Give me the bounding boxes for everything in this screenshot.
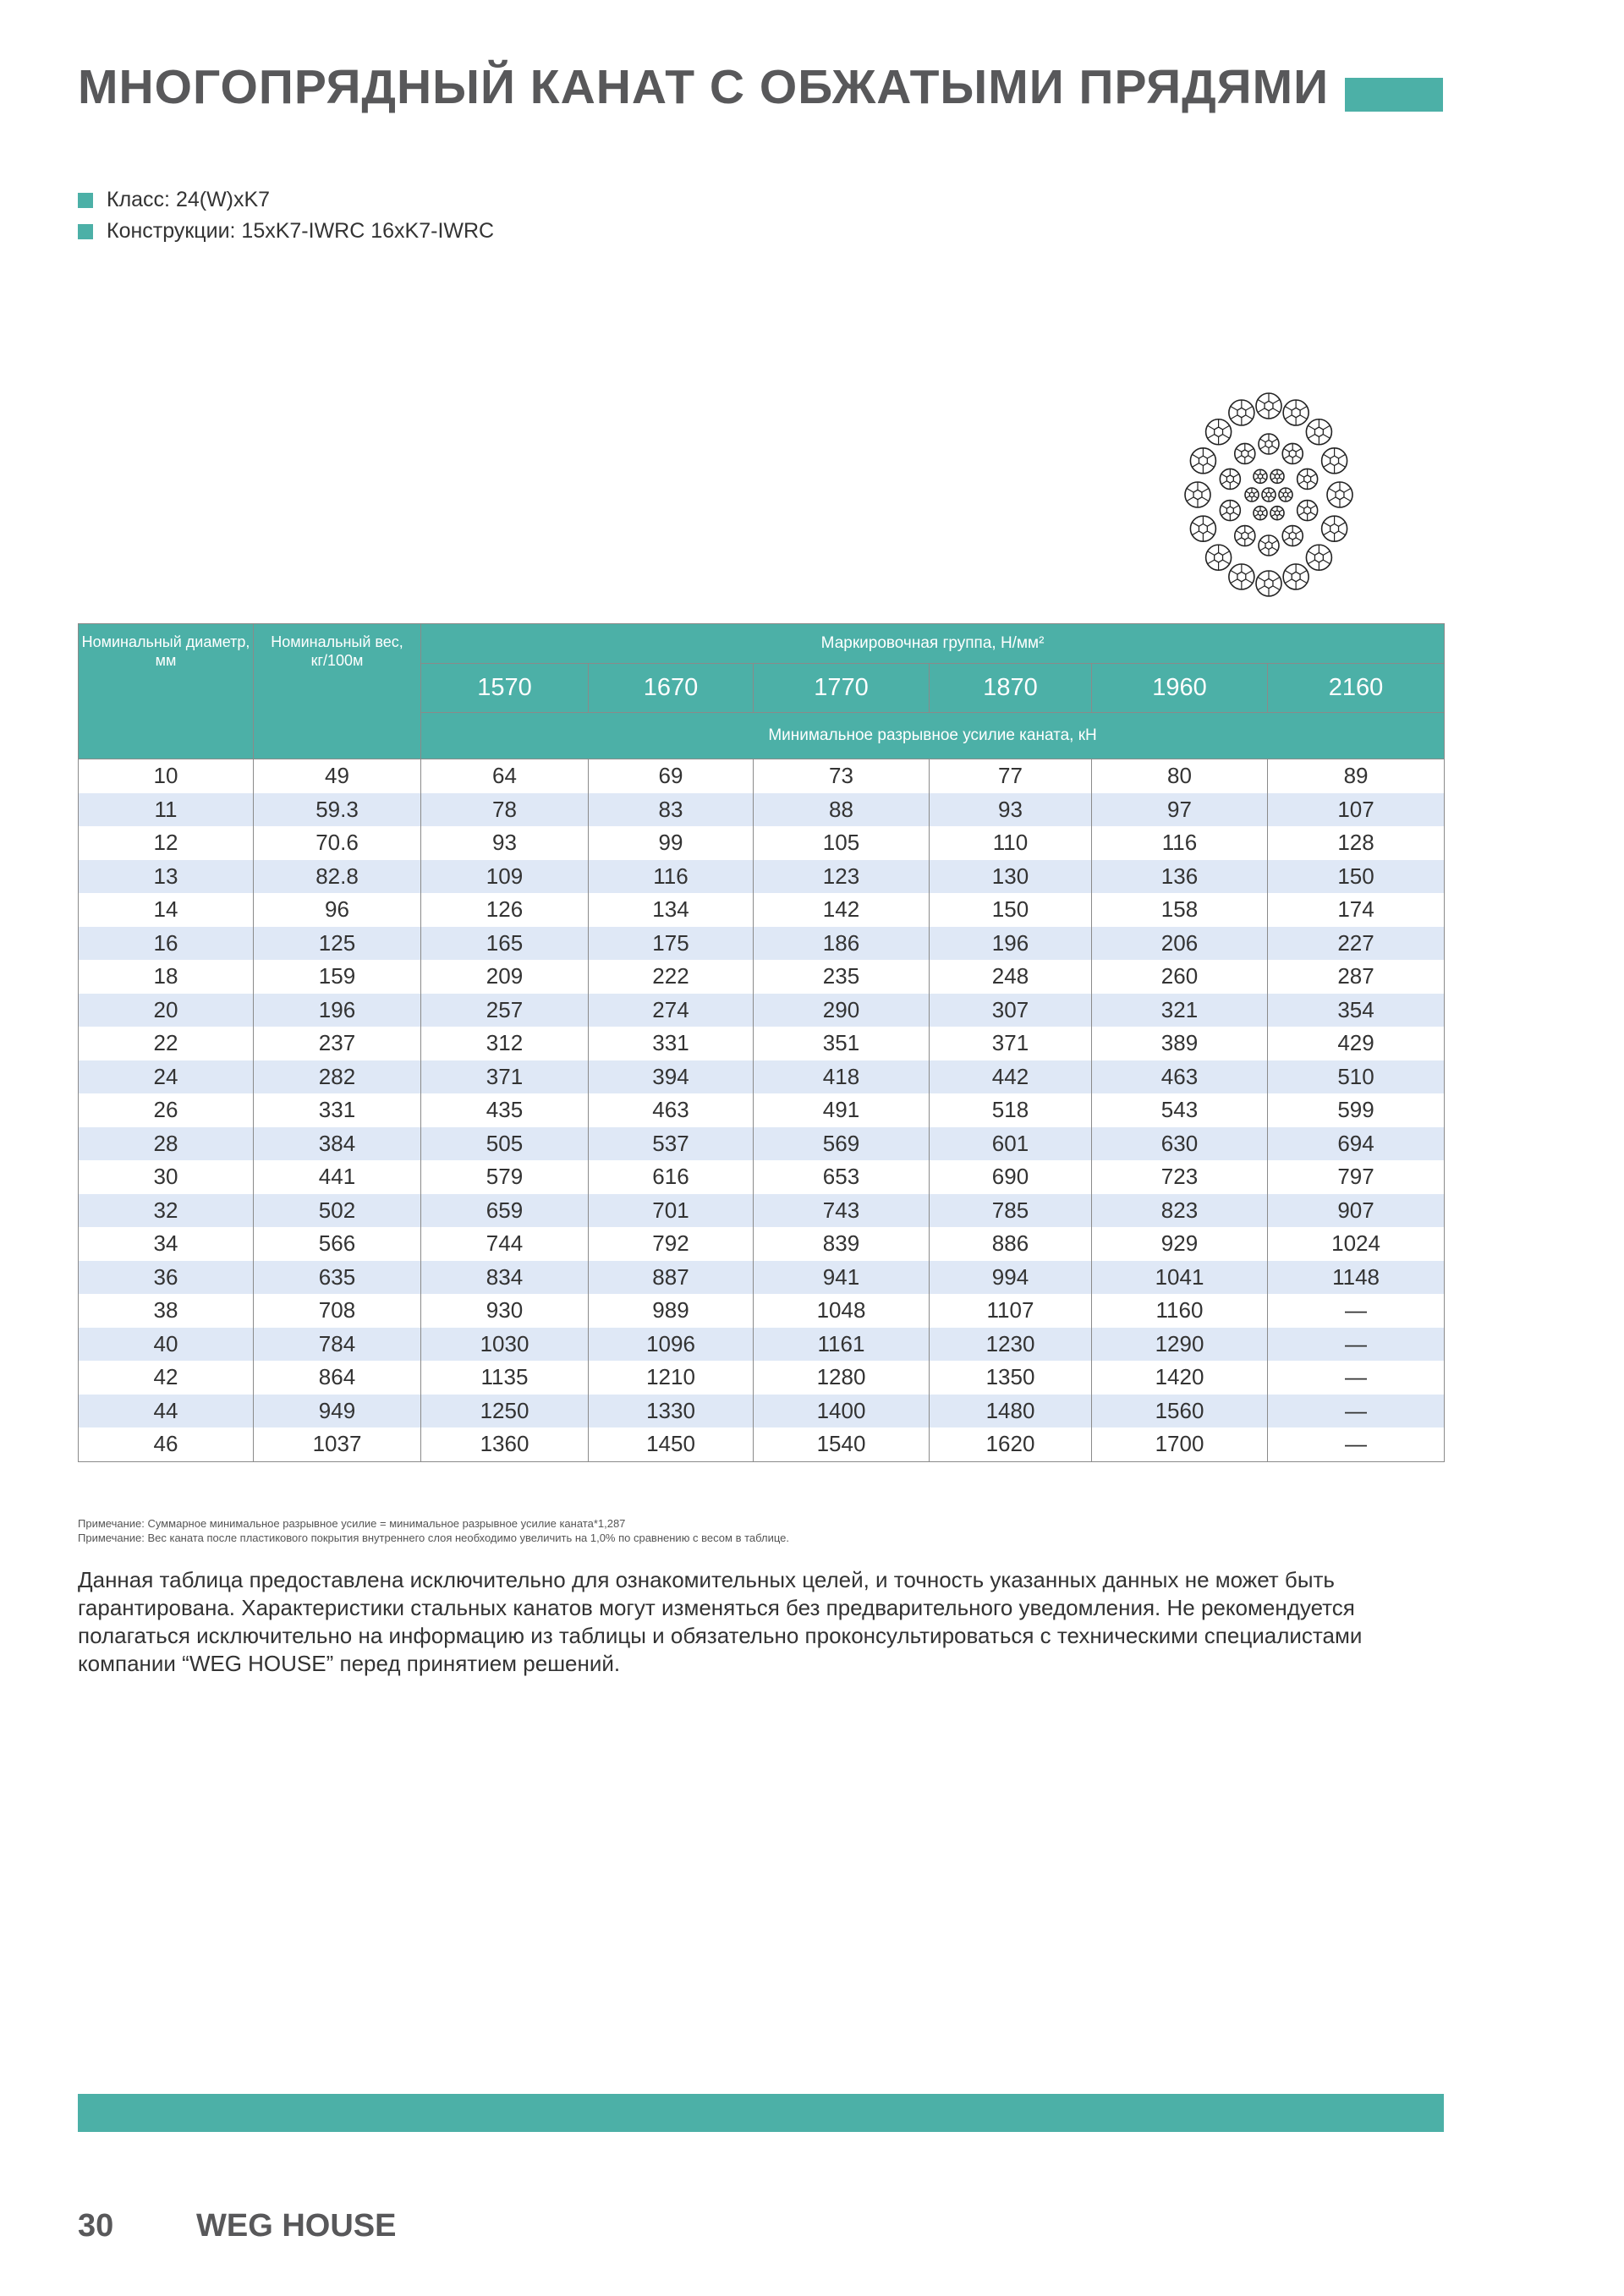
table-cell: 105 [754, 826, 930, 860]
table-row [79, 927, 1445, 961]
strand-shape [1229, 564, 1254, 589]
bullet-square-icon [78, 193, 93, 208]
table-cell: 150 [930, 893, 1092, 927]
table-row [79, 759, 1445, 793]
table-cell: 237 [254, 1027, 421, 1060]
table-cell: 12 [79, 826, 254, 860]
table-cell: 537 [589, 1127, 754, 1161]
table-row [79, 1227, 1445, 1261]
table-cell: 784 [254, 1328, 421, 1362]
table-cell: 435 [421, 1093, 589, 1127]
table-cell: 70.6 [254, 826, 421, 860]
table-cell: 886 [930, 1227, 1092, 1261]
table-cell: 13 [79, 860, 254, 894]
strand-shape [1206, 545, 1232, 570]
table-cell: 209 [421, 960, 589, 994]
table-cell: 260 [1092, 960, 1268, 994]
table-row [79, 1060, 1445, 1094]
table-cell: 77 [930, 759, 1092, 793]
table-cell: 18 [79, 960, 254, 994]
table-cell: 20 [79, 994, 254, 1027]
table-cell: — [1268, 1294, 1445, 1328]
table-cell: 616 [589, 1160, 754, 1194]
table-cell: 1620 [930, 1427, 1092, 1461]
strand-shape [1254, 469, 1267, 483]
table-cell: 1280 [754, 1361, 930, 1395]
table-cell: 142 [754, 893, 930, 927]
strand-shape [1282, 526, 1303, 546]
spec-list [78, 184, 494, 247]
rope-spec-table [78, 623, 1445, 1462]
table-cell: 989 [589, 1294, 754, 1328]
table-row [79, 1395, 1445, 1428]
header-grade-group: Маркировочная группа, Н/мм² [421, 624, 1445, 664]
table-cell: 743 [754, 1194, 930, 1228]
table-cell: 839 [754, 1227, 930, 1261]
table-cell: 1030 [421, 1328, 589, 1362]
table-cell: 126 [421, 893, 589, 927]
table-cell: 93 [421, 826, 589, 860]
table-cell: 99 [589, 826, 754, 860]
strand-shape [1270, 507, 1284, 520]
strand-shape [1190, 448, 1215, 474]
table-cell: 80 [1092, 759, 1268, 793]
table-cell: 134 [589, 893, 754, 927]
table-cell: 64 [421, 759, 589, 793]
table-cell: 312 [421, 1027, 589, 1060]
grade-header-cell: 1770 [754, 664, 930, 713]
table-cell: 351 [754, 1027, 930, 1060]
table-cell: 1350 [930, 1361, 1092, 1395]
table-cell: 907 [1268, 1194, 1445, 1228]
table-cell: 635 [254, 1261, 421, 1295]
table-cell: 1037 [254, 1427, 421, 1461]
table-cell: 1360 [421, 1427, 589, 1461]
table-cell: 708 [254, 1294, 421, 1328]
strand-shape [1262, 488, 1276, 501]
strand-shape [1254, 507, 1267, 520]
table-cell: 463 [589, 1093, 754, 1127]
table-cell: 78 [421, 793, 589, 827]
table-cell: 601 [930, 1127, 1092, 1161]
table-cell: 196 [254, 994, 421, 1027]
table-row [79, 826, 1445, 860]
table-cell: 797 [1268, 1160, 1445, 1194]
table-cell: 949 [254, 1395, 421, 1428]
table-cell: 441 [254, 1160, 421, 1194]
table-cell: 1107 [930, 1294, 1092, 1328]
table-cell: 107 [1268, 793, 1445, 827]
table-cell: 186 [754, 927, 930, 961]
table-cell: 1540 [754, 1427, 930, 1461]
grade-header-cell: 1870 [930, 664, 1092, 713]
table-cell: 569 [754, 1127, 930, 1161]
table-cell: 429 [1268, 1027, 1445, 1060]
table-cell: 287 [1268, 960, 1445, 994]
table-cell: 792 [589, 1227, 754, 1261]
table-cell: 1480 [930, 1395, 1092, 1428]
table-cell: 442 [930, 1060, 1092, 1094]
strand-shape [1298, 469, 1318, 489]
table-cell: 1400 [754, 1395, 930, 1428]
strand-shape [1220, 501, 1240, 521]
table-cell: 354 [1268, 994, 1445, 1027]
spec-construction-text: Конструкции: 15xK7-IWRC 16xK7-IWRC [107, 219, 495, 243]
strand-shape [1306, 545, 1331, 570]
table-cell: 26 [79, 1093, 254, 1127]
table-cell: 823 [1092, 1194, 1268, 1228]
table-cell: 929 [1092, 1227, 1268, 1261]
table-cell: 887 [589, 1261, 754, 1295]
table-cell: 24 [79, 1060, 254, 1094]
table-cell: 38 [79, 1294, 254, 1328]
table-cell: 93 [930, 793, 1092, 827]
grade-header-cell: 1960 [1092, 664, 1268, 713]
table-cell: 543 [1092, 1093, 1268, 1127]
table-cell: 34 [79, 1227, 254, 1261]
strand-shape [1235, 526, 1255, 546]
table-row [79, 1093, 1445, 1127]
table-cell: 630 [1092, 1127, 1268, 1161]
table-cell: 88 [754, 793, 930, 827]
table-cell: 463 [1092, 1060, 1268, 1094]
table-cell: 1148 [1268, 1261, 1445, 1295]
table-cell: 82.8 [254, 860, 421, 894]
table-cell: 290 [754, 994, 930, 1027]
table-cell: 834 [421, 1261, 589, 1295]
strand-shape [1282, 443, 1303, 463]
bullet-square-icon [78, 224, 93, 239]
table-row [79, 1328, 1445, 1362]
footnote-2: Примечание: Вес каната после пластикового покрытия внутреннего слоя необходимо увеличить на 1,0% по сравнению с весом в таблице. [78, 1532, 789, 1544]
strand-shape [1283, 564, 1309, 589]
table-row [79, 1294, 1445, 1328]
table-cell: 331 [589, 1027, 754, 1060]
table-cell: 36 [79, 1261, 254, 1295]
table-cell: 723 [1092, 1160, 1268, 1194]
strand-shape [1270, 469, 1284, 483]
title-accent-bar [1345, 78, 1443, 112]
table-cell: 1160 [1092, 1294, 1268, 1328]
footer-accent-bar [78, 2094, 1444, 2132]
strand-shape [1279, 488, 1292, 501]
table-cell: 418 [754, 1060, 930, 1094]
table-cell: 994 [930, 1261, 1092, 1295]
table-cell: 10 [79, 759, 254, 793]
table-body [79, 759, 1445, 1462]
table-cell: 282 [254, 1060, 421, 1094]
table-row [79, 793, 1445, 827]
table-cell: 42 [79, 1361, 254, 1395]
table-cell: 1096 [589, 1328, 754, 1362]
table-row [79, 994, 1445, 1027]
table-cell: 73 [754, 759, 930, 793]
table-cell: 136 [1092, 860, 1268, 894]
strand-shape [1256, 571, 1281, 596]
table-cell: 371 [930, 1027, 1092, 1060]
strand-shape [1259, 535, 1279, 556]
brand-name: WEG HOUSE [196, 2208, 397, 2244]
spec-class [78, 184, 494, 216]
table-cell: 1290 [1092, 1328, 1268, 1362]
table-cell: 384 [254, 1127, 421, 1161]
table-row [79, 1261, 1445, 1295]
table-row [79, 860, 1445, 894]
page-title: МНОГОПРЯДНЫЙ КАНАТ С ОБЖАТЫМИ ПРЯДЯМИ [78, 60, 1330, 114]
table-cell: 227 [1268, 927, 1445, 961]
strand-shape [1256, 393, 1281, 419]
table-cell: 59.3 [254, 793, 421, 827]
table-cell: 491 [754, 1093, 930, 1127]
table-cell: 16 [79, 927, 254, 961]
table-row [79, 1427, 1445, 1461]
table-cell: 196 [930, 927, 1092, 961]
table-cell: 864 [254, 1361, 421, 1395]
table-cell: 32 [79, 1194, 254, 1228]
table-cell: 653 [754, 1160, 930, 1194]
table-cell: 222 [589, 960, 754, 994]
table-cell: 505 [421, 1127, 589, 1161]
footnote-1: Примечание: Суммарное минимальное разрывное усилие = минимальное разрывное усилие каната*1,287 [78, 1517, 626, 1530]
table-row [79, 1361, 1445, 1395]
table-cell: 22 [79, 1027, 254, 1060]
table-cell: 659 [421, 1194, 589, 1228]
table-cell: 274 [589, 994, 754, 1027]
table-cell: 321 [1092, 994, 1268, 1027]
table-cell: 566 [254, 1227, 421, 1261]
strand-shape [1245, 488, 1259, 501]
table-row [79, 893, 1445, 927]
strand-shape [1229, 400, 1254, 425]
table-cell: 599 [1268, 1093, 1445, 1127]
page-number: 30 [78, 2208, 114, 2244]
strand-shape [1283, 400, 1309, 425]
strand-shape [1306, 419, 1331, 445]
table-cell: 394 [589, 1060, 754, 1094]
table-cell: 930 [421, 1294, 589, 1328]
table-cell: 28 [79, 1127, 254, 1161]
table-cell: 175 [589, 927, 754, 961]
table-cell: 518 [930, 1093, 1092, 1127]
strand-shape [1220, 469, 1240, 489]
table-cell: 235 [754, 960, 930, 994]
table-cell: 206 [1092, 927, 1268, 961]
table-row [79, 1127, 1445, 1161]
footnotes [78, 1516, 789, 1545]
table-cell: 116 [589, 860, 754, 894]
table-cell: 174 [1268, 893, 1445, 927]
table-cell: 941 [754, 1261, 930, 1295]
table-cell: 1041 [1092, 1261, 1268, 1295]
spec-construction [78, 216, 494, 247]
table-cell: 1135 [421, 1361, 589, 1395]
table-cell: 579 [421, 1160, 589, 1194]
table-cell: 150 [1268, 860, 1445, 894]
table-cell: 116 [1092, 826, 1268, 860]
table-cell: 89 [1268, 759, 1445, 793]
table-cell: 69 [589, 759, 754, 793]
header-weight: Номинальный вес, кг/100м [254, 624, 421, 759]
table-cell: 690 [930, 1160, 1092, 1194]
table-row [79, 1027, 1445, 1060]
table-cell: 307 [930, 994, 1092, 1027]
table-cell: 694 [1268, 1127, 1445, 1161]
strand-shape [1235, 443, 1255, 463]
table-cell: 510 [1268, 1060, 1445, 1094]
table-cell: 257 [421, 994, 589, 1027]
header-diameter: Номинальный диаметр, мм [79, 624, 254, 759]
strand-shape [1206, 419, 1232, 445]
table-cell: 1024 [1268, 1227, 1445, 1261]
table-cell: 40 [79, 1328, 254, 1362]
table-cell: 1700 [1092, 1427, 1268, 1461]
table-row [79, 1194, 1445, 1228]
grade-header-cell: 1670 [589, 664, 754, 713]
table-cell: 125 [254, 927, 421, 961]
table-cell: 1450 [589, 1427, 754, 1461]
table-row [79, 960, 1445, 994]
table-cell: 744 [421, 1227, 589, 1261]
table-cell: 96 [254, 893, 421, 927]
table-cell: 14 [79, 893, 254, 927]
table-cell: 1330 [589, 1395, 754, 1428]
table-cell: 49 [254, 759, 421, 793]
grade-header-cell: 1570 [421, 664, 589, 713]
table-cell: 1560 [1092, 1395, 1268, 1428]
table-cell: 502 [254, 1194, 421, 1228]
strand-shape [1322, 448, 1347, 474]
table-cell: 11 [79, 793, 254, 827]
table-cell: — [1268, 1361, 1445, 1395]
table-cell: 331 [254, 1093, 421, 1127]
strand-shape [1185, 482, 1210, 507]
table-cell: 130 [930, 860, 1092, 894]
table-cell: 371 [421, 1060, 589, 1094]
table-cell: — [1268, 1395, 1445, 1428]
table-cell: 83 [589, 793, 754, 827]
strand-shape [1190, 516, 1215, 541]
table-cell: 110 [930, 826, 1092, 860]
strand-shape [1327, 482, 1352, 507]
header-breaking-force: Минимальное разрывное усилие каната, кН [421, 713, 1445, 759]
strand-shape [1259, 434, 1279, 454]
table-cell: 1420 [1092, 1361, 1268, 1395]
table-cell: 123 [754, 860, 930, 894]
table-cell: 165 [421, 927, 589, 961]
table-cell: 1210 [589, 1361, 754, 1395]
table-cell: 44 [79, 1395, 254, 1428]
table-cell: 1048 [754, 1294, 930, 1328]
table-cell: — [1268, 1427, 1445, 1461]
table-cell: 1250 [421, 1395, 589, 1428]
table-cell: 109 [421, 860, 589, 894]
spec-class-text: Класс: 24(W)xK7 [107, 188, 271, 211]
table-row [79, 1160, 1445, 1194]
table-cell: 248 [930, 960, 1092, 994]
table-cell: 30 [79, 1160, 254, 1194]
table-cell: 389 [1092, 1027, 1268, 1060]
table-cell: 1161 [754, 1328, 930, 1362]
table-cell: 785 [930, 1194, 1092, 1228]
strand-shape [1322, 516, 1347, 541]
disclaimer-text: Данная таблица предоставлена исключительно для ознакомительных целей, и точность указанных данных не может быть гарантирована. Характеристики стальных канатов могут изменяться без предварительного уведомления. Не рекомендуется полагаться исключительно на информацию из таблицы и обязательно проконсультироваться с техническими специалистами компании “WEG HOUSE” перед принятием решений. [78, 1567, 1363, 1676]
grade-header-cell: 2160 [1268, 664, 1445, 713]
table-cell: 159 [254, 960, 421, 994]
table-cell: 158 [1092, 893, 1268, 927]
table-cell: 128 [1268, 826, 1445, 860]
table-cell: — [1268, 1328, 1445, 1362]
table-cell: 701 [589, 1194, 754, 1228]
strand-shape [1298, 501, 1318, 521]
rope-cross-section-diagram [1176, 376, 1362, 613]
table-cell: 1230 [930, 1328, 1092, 1362]
table-cell: 46 [79, 1427, 254, 1461]
table-cell: 97 [1092, 793, 1268, 827]
